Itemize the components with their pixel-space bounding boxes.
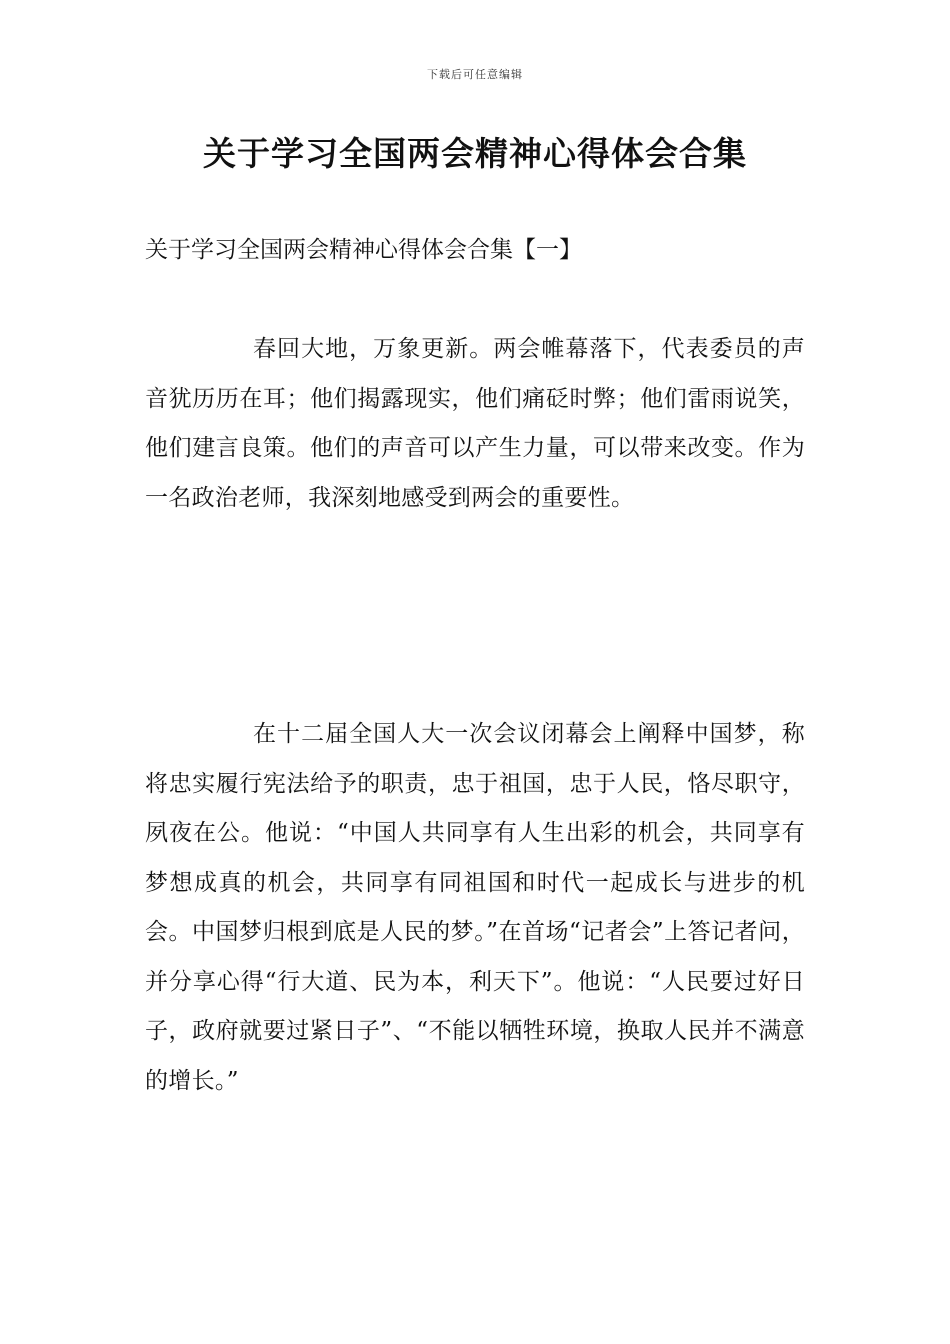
header-note: 下载后可任意编辑 [427, 68, 523, 81]
paragraph-2: 在十二届全国人大一次会议闭幕会上阐释中国梦，称将忠实履行宪法给予的职责，忠于祖国，忠于人民，恪尽职守，夙夜在公。他说：“中国人共同享有人生出彩的机会，共同享有梦想成真的机会，共同享有同祖国和时代一起成长与进步的机会。中国梦归根到底是人民的梦。”在首场“记者会”上答记者问，并分享心得“行大道、民为本，利天下”。他说：“人民要过好日子，政府就要过紧日子”、“不能以牺牲环境，换取人民并不满意的增长。” [145, 721, 805, 1094]
section-heading: 关于学习全国两会精神心得体会合集【一】 [145, 237, 582, 263]
paragraph-1: 春回大地，万象更新。两会帷幕落下，代表委员的声音犹历历在耳；他们揭露现实，他们痛砭时弊；他们雷雨说笑，他们建言良策。他们的声音可以产生力量，可以带来改变。作为一名政治老师，我深刻地感受到两会的重要性。 [145, 336, 805, 511]
document-title: 关于学习全国两会精神心得体会合集 [203, 134, 747, 173]
